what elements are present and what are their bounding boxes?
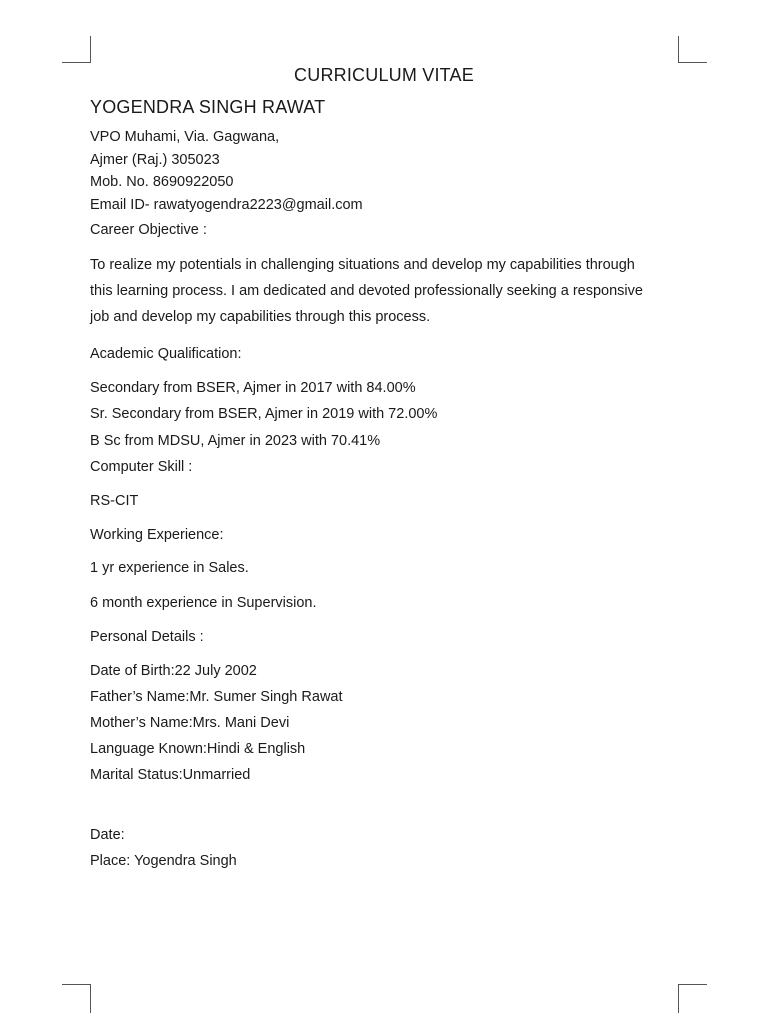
place-signature-line: Place: Yogendra Singh <box>90 853 237 869</box>
address-line-1: VPO Muhami, Via. Gagwana, <box>90 129 280 145</box>
personal-details-item: Marital Status:Unmarried <box>90 767 251 783</box>
applicant-name: YOGENDRA SINGH RAWAT <box>90 97 326 117</box>
working-experience-item: 6 month experience in Supervision. <box>90 595 317 611</box>
mobile-number: Mob. No. 8690922050 <box>90 174 234 190</box>
academic-qualification-heading: Academic Qualification: <box>90 346 242 362</box>
career-objective-line: job and develop my capabilities through this process. <box>90 309 431 325</box>
personal-details-heading: Personal Details : <box>90 629 204 645</box>
date-label: Date: <box>90 827 125 843</box>
address-line-2: Ajmer (Raj.) 305023 <box>90 152 220 168</box>
crop-mark-top-left <box>62 36 91 63</box>
personal-details-item: Date of Birth:22 July 2002 <box>90 663 257 679</box>
computer-skill-item: RS-CIT <box>90 493 139 509</box>
career-objective-heading: Career Objective : <box>90 222 207 238</box>
personal-details-item: Mother’s Name:Mrs. Mani Devi <box>90 715 290 731</box>
academic-qualification-item: B Sc from MDSU, Ajmer in 2023 with 70.41% <box>90 433 381 449</box>
working-experience-heading: Working Experience: <box>90 527 224 543</box>
academic-qualification-item: Sr. Secondary from BSER, Ajmer in 2019 with 72.00% <box>90 406 438 422</box>
crop-mark-bottom-left <box>62 984 91 1013</box>
computer-skill-heading: Computer Skill : <box>90 459 193 475</box>
crop-mark-top-right <box>678 36 707 63</box>
email-address: Email ID- rawatyogendra2223@gmail.com <box>90 197 363 213</box>
personal-details-item: Father’s Name:Mr. Sumer Singh Rawat <box>90 689 343 705</box>
crop-mark-bottom-right <box>678 984 707 1013</box>
academic-qualification-item: Secondary from BSER, Ajmer in 2017 with 84.00% <box>90 380 416 396</box>
document-title: CURRICULUM VITAE <box>294 65 474 85</box>
personal-details-item: Language Known:Hindi & English <box>90 741 306 757</box>
career-objective-line: To realize my potentials in challenging situations and develop my capabilities through <box>90 257 635 273</box>
career-objective-line: this learning process. I am dedicated and devoted professionally seeking a responsive <box>90 283 643 299</box>
working-experience-item: 1 yr experience in Sales. <box>90 560 249 576</box>
